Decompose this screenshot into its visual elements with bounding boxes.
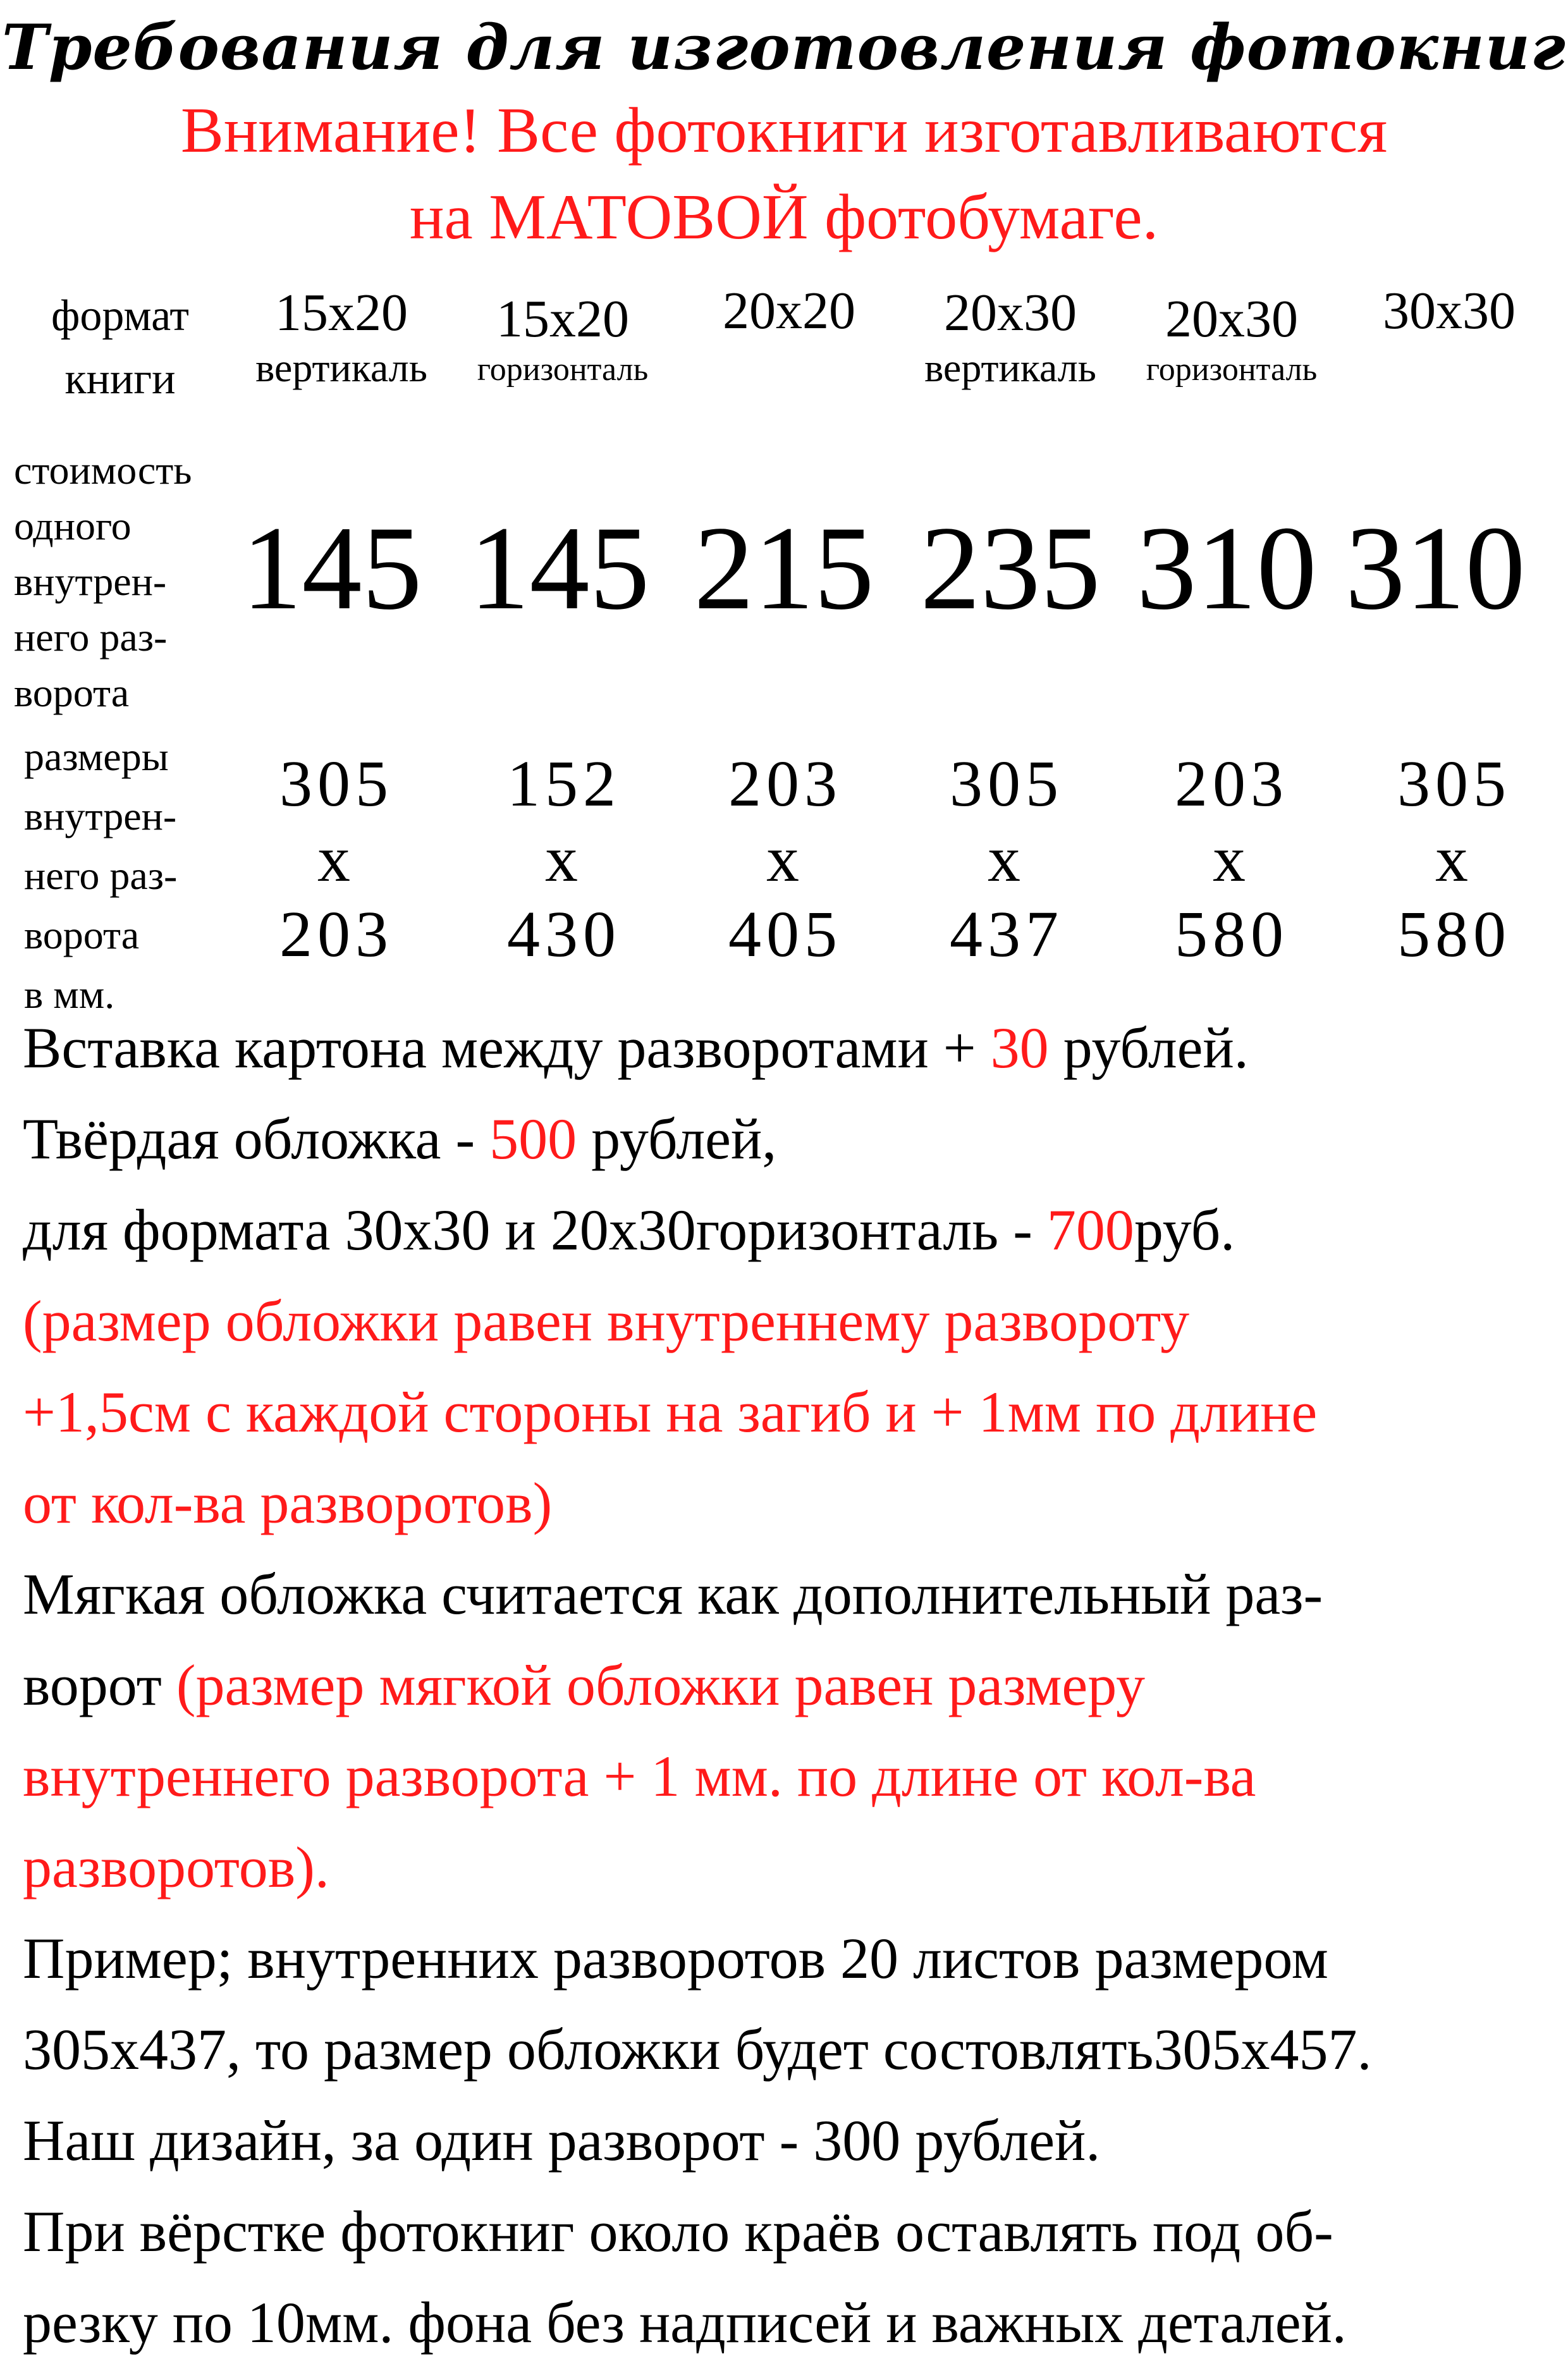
column-size: 20x20 <box>723 281 855 340</box>
column-orientation: вертикаль <box>255 345 427 390</box>
hard-cover-large-unit: руб. <box>1134 1198 1235 1262</box>
page-title: Требования для изготовления фотокниг <box>1 11 1567 84</box>
dims-x: x <box>988 823 1026 895</box>
warning-line-2: на МАТОВОЙ фотобумаге. <box>409 181 1159 253</box>
soft-cover-size: (размер мягкой обложки равен размеру <box>176 1653 1146 1717</box>
cardboard-price: 30 <box>990 1015 1049 1080</box>
price-value: 310 <box>1345 502 1526 635</box>
price-label-line: ворота <box>14 670 130 715</box>
hard-cover-text: Твёрдая обложка - <box>23 1107 490 1171</box>
dims-label-line: него раз- <box>24 853 178 898</box>
dims-height: 437 <box>950 898 1063 971</box>
notes-block <box>23 1002 1371 2368</box>
column-header <box>1118 288 1345 388</box>
format-label-line: формат <box>51 291 189 340</box>
dims-height: 203 <box>279 898 393 971</box>
soft-cover-line <box>23 1640 1371 1731</box>
dims-cell <box>450 746 678 972</box>
hard-cover-large-price: 700 <box>1046 1198 1134 1262</box>
column-size: 20x30 <box>1165 290 1298 348</box>
column-header <box>449 288 677 388</box>
cardboard-note <box>23 1002 1371 1093</box>
example-line: Пример; внутренних разворотов 20 листов размером <box>23 1926 1328 1991</box>
column-size: 15x20 <box>496 290 629 348</box>
hard-size-line: (размер обложки равен внутреннему развороту <box>23 1289 1190 1353</box>
dims-height: 405 <box>728 898 842 971</box>
dims-width: 152 <box>507 747 621 820</box>
format-label-line: книги <box>64 355 176 403</box>
dims-label-line: в мм. <box>24 972 115 1017</box>
column-size: 30x30 <box>1383 281 1516 340</box>
dims-width: 203 <box>1175 747 1289 820</box>
hard-cover-unit: рублей, <box>577 1107 777 1171</box>
hard-cover-note <box>23 1093 1371 1184</box>
soft-cover-text: ворот <box>23 1653 176 1717</box>
price-label-line: одного <box>14 503 132 548</box>
column-orientation: горизонталь <box>1146 352 1318 388</box>
layout-line: резку по 10мм. фона без надписей и важных деталей. <box>23 2290 1347 2355</box>
column-orientation: горизонталь <box>477 352 649 388</box>
hard-cover-price: 500 <box>489 1107 577 1171</box>
soft-size-line: внутреннего разворота + 1 мм. по длине от кол-ва <box>23 1744 1256 1808</box>
dims-cell <box>893 746 1120 972</box>
dims-height: 580 <box>1397 898 1511 971</box>
column-header <box>228 281 455 391</box>
price-value: 235 <box>920 502 1101 635</box>
dims-label-line: ворота <box>24 912 140 957</box>
dims-label-line: внутрен- <box>24 794 177 838</box>
cardboard-unit: рублей. <box>1048 1015 1249 1080</box>
dims-x: x <box>1435 823 1473 895</box>
dims-x: x <box>317 823 355 895</box>
price-label-line: стоимость <box>14 448 192 493</box>
column-size: 20x30 <box>944 283 1077 342</box>
dims-width: 203 <box>728 747 842 820</box>
hard-cover-large-text: для формата 30x30 и 20x30горизонталь - <box>23 1198 1047 1262</box>
dims-height: 430 <box>507 898 621 971</box>
price-value: 215 <box>694 502 874 635</box>
dims-cell <box>1340 746 1568 972</box>
hard-size-line: от кол-ва разворотов) <box>23 1471 553 1535</box>
design-price-line: Наш дизайн, за один разворот - 300 рублей. <box>23 2108 1101 2173</box>
price-value: 310 <box>1136 502 1317 635</box>
dims-height: 580 <box>1175 898 1289 971</box>
hard-cover-large-note <box>23 1184 1371 1275</box>
dims-x: x <box>766 823 804 895</box>
cardboard-text: Вставка картона между разворотами + <box>23 1015 991 1080</box>
dims-width: 305 <box>950 747 1063 820</box>
layout-line: При вёрстке фотокниг около краёв оставлять под об- <box>23 2199 1333 2264</box>
column-orientation: вертикаль <box>924 345 1096 390</box>
dims-row-label <box>24 727 177 1024</box>
format-label <box>19 285 221 411</box>
dims-x: x <box>545 823 583 895</box>
dims-cell <box>223 746 450 972</box>
dims-cell <box>1118 746 1345 972</box>
soft-cover-line: Мягкая обложка считается как дополнительный раз- <box>23 1562 1323 1626</box>
price-row-label <box>14 443 192 721</box>
dims-label-line: размеры <box>24 734 169 779</box>
dims-width: 305 <box>279 747 393 820</box>
column-header <box>897 281 1124 391</box>
price-value: 145 <box>469 502 650 635</box>
dims-cell <box>671 746 899 972</box>
hard-size-line: +1,5см с каждой стороны на загиб и + 1мм по длине <box>23 1380 1318 1444</box>
column-header <box>675 279 903 343</box>
column-header <box>1335 279 1563 343</box>
price-label-line: внутрен- <box>14 559 167 604</box>
price-label-line: него раз- <box>14 615 168 659</box>
column-size: 15x20 <box>275 283 408 342</box>
example-line: 305x437, то размер обложки будет состовлять305x457. <box>23 2017 1372 2082</box>
price-value: 145 <box>242 502 422 635</box>
dims-width: 305 <box>1397 747 1511 820</box>
warning-line-1: Внимание! Все фотокниги изготавливаются <box>180 95 1388 166</box>
dims-x: x <box>1213 823 1251 895</box>
soft-size-line: разворотов). <box>23 1835 329 1899</box>
